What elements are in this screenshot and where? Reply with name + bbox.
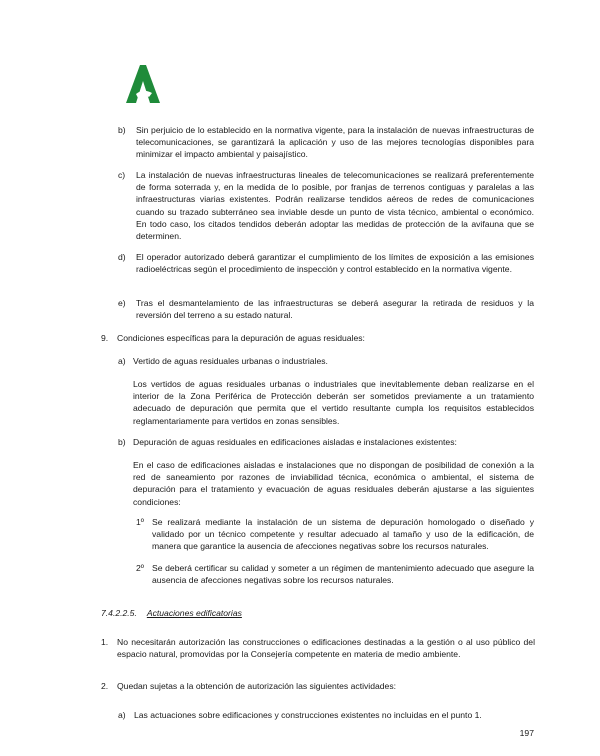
condition-1-label: 1º — [136, 517, 144, 527]
item-d-text: El operador autorizado deberá garantizar el cumplimiento de los límites de exposición a las emisiones radioeléctricas según el procedimiento de inspección y control establecido en la normativa vigente. — [136, 252, 534, 275]
condition-2-text: Se deberá certificar su calidad y someter a un régimen de mantenimiento adecuado que asegure la ausencia de afecciones negativas sobre los recursos naturales. — [152, 563, 534, 586]
section-9-title: Condiciones específicas para la depuración de aguas residuales: — [117, 333, 365, 343]
condition-1-text: Se realizará mediante la instalación de un sistema de depuración homologado o diseñado y validado por un técnico competente y resultar adecuado al tamaño y uso de la edificación, de manera que garantice la ausencia de afecciones negativas sobre los recursos naturales. — [152, 517, 534, 552]
item-e-text: Tras el desmantelamiento de las infraestructuras se deberá asegurar la retirada de residuos y la reversión del terreno a su estado natural. — [136, 298, 534, 321]
section-9a-label: a) — [118, 356, 126, 366]
section-9b-title: Depuración de aguas residuales en edificaciones aisladas e instalaciones existentes: — [133, 437, 457, 447]
section-9b-body: En el caso de edificaciones aisladas e instalaciones que no dispongan de posibilidad de conexión a la red de saneamiento por razones de inviabilidad técnica, económica o ambiental, el sistema de depuración para el tratamiento y evacuación de aguas residuales deberán ajustarse a las siguientes condiciones: — [133, 460, 534, 507]
section-9-label: 9. — [101, 333, 109, 343]
section-heading-title: Actuaciones edificatorias — [146, 608, 242, 618]
item-c-text: La instalación de nuevas infraestructuras lineales de telecomunicaciones se realizará preferentemente de forma soterrada y, en la medida de lo posible, por franjas de terrenos contiguas y paralelas a las infraestructuras viarias existentes. Podrán realizarse tendidos aéreos de redes de comunicaciones cuando su trazado subterráneo sea inviable desde un punto de vista técnico, ambiental o económico. En todo caso, los citados tendidos deberán adoptar las medidas de protección de la avifauna que se determinen. — [136, 170, 534, 242]
item-e-label: e) — [118, 298, 126, 308]
numbered-1-label: 1. — [101, 637, 109, 647]
item-b-text: Sin perjuicio de lo establecido en la normativa vigente, para la instalación de nuevas infraestructuras de telecomunicaciones, se garantizará la aplicación y uso de las mejores tecnologías disponibles para minimizar el impacto ambiental y paisajístico. — [136, 125, 534, 160]
section-9a-body: Los vertidos de aguas residuales urbanas o industriales que inevitablemente deban realizarse en el interior de la Zona Periférica de Protección deberán ser sometidos previamente a un tratamiento adecuado de depuración que permita que el vertido resultante cumpla los requisitos establecidos reglamentariamente para vertidos en zonas sensibles. — [133, 379, 534, 426]
section-heading-number: 7.4.2.2.5. — [101, 608, 137, 618]
section-9b-label: b) — [118, 437, 126, 447]
condition-2-label: 2º — [136, 563, 144, 573]
section-heading — [101, 607, 242, 619]
page-number: 197 — [519, 728, 534, 738]
numbered-2-label: 2. — [101, 681, 109, 691]
sub-a-text: Las actuaciones sobre edificaciones y construcciones existentes no incluidas en el punto 1. — [134, 710, 482, 720]
numbered-1-text: No necesitarán autorización las construcciones o edificaciones destinadas a la gestión o al uso público del espacio natural, promovidas por la Consejería competente en materia de medio ambiente. — [117, 637, 535, 660]
item-c-label: c) — [118, 170, 126, 180]
sub-a-label: a) — [118, 710, 126, 720]
item-d-label: d) — [118, 252, 126, 262]
item-b-label: b) — [118, 125, 126, 135]
numbered-2-text: Quedan sujetas a la obtención de autorización las siguientes actividades: — [117, 681, 396, 691]
section-9a-title: Vertido de aguas residuales urbanas o industriales. — [133, 356, 328, 366]
junta-andalucia-logo-icon — [126, 64, 160, 104]
